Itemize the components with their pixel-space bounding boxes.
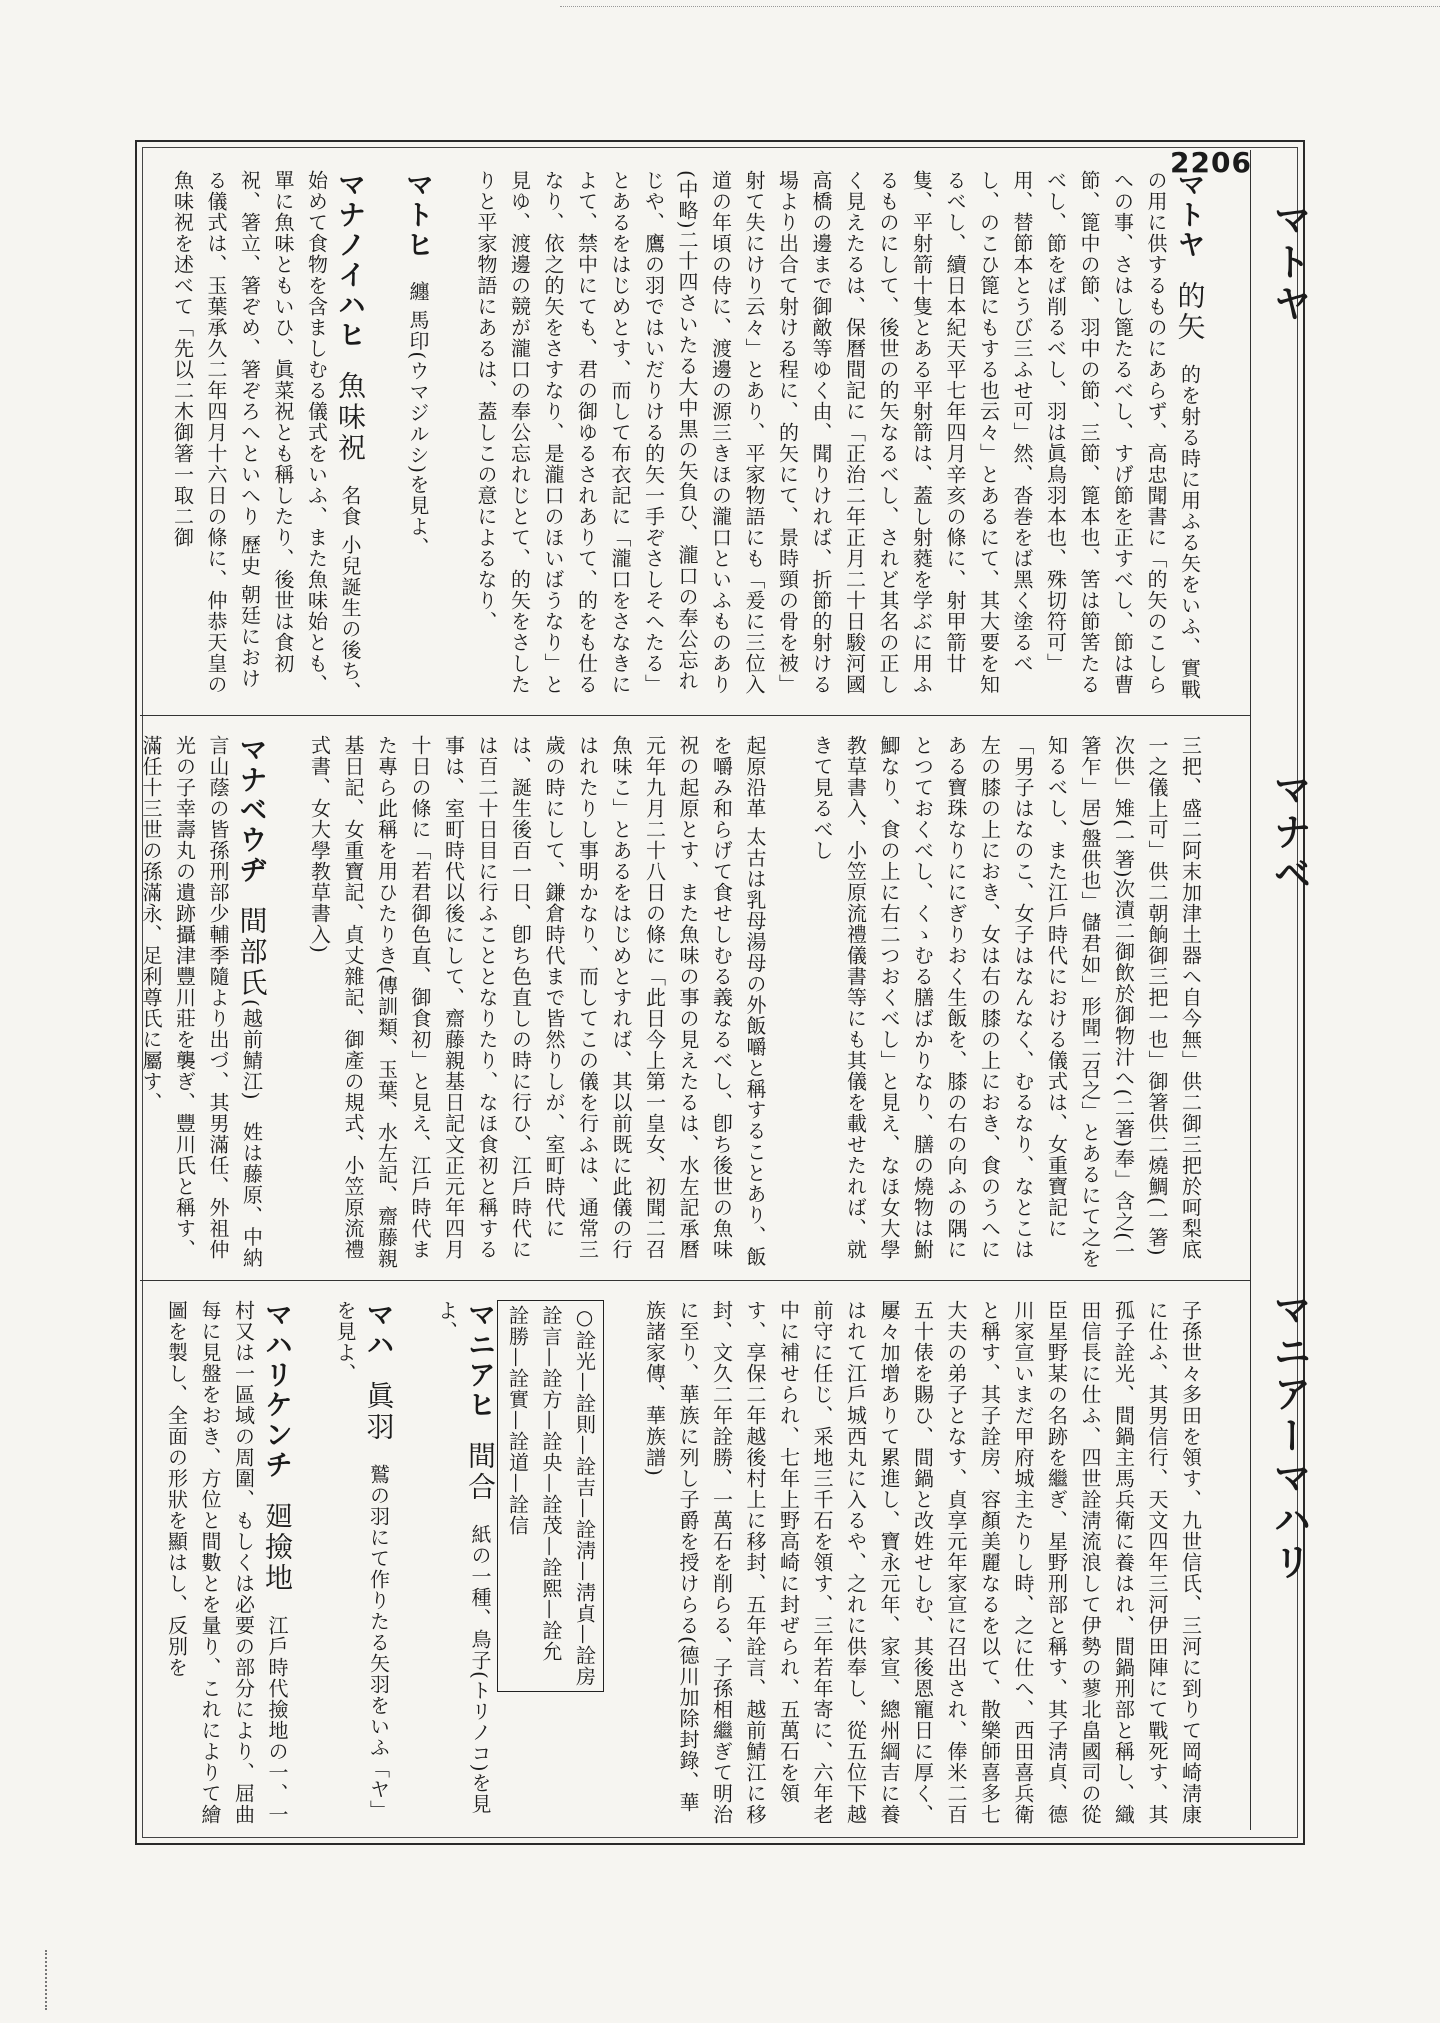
entry-continuation: 三把、盛二阿末加津土器へ自今無」供二御三把於呵梨底一之儀上可」供二朝餉御三把一也」御箸供二燒鯛(一箸)次供」雉(一箸)次漬二御飲於御物汁へ(二箸)奉」含之(一箸乍」居)盤供也」儲君如」形聞二召之」とあるにて之を知るべし、また江戶時代における儀式は、女重寶記に「男子はなのこ、女子はなんなく、むるなり、なとこは左の膝の上におき、女は右の膝の上におき、食のうへにある寶珠なりににぎりおく生飯を、膝の右の向ふの隅にとつておくべし、くゝむる膳ばかりなり、膳の燒物は鮒鯽なり、食の上に右二つおくべし」と見え、なほ女大學教草書入、小笠原流禮儀書等にも其儀を載せたれば、就きて見るべし	[810, 735, 1203, 1269]
entry-subtitle: (越前鯖江)	[239, 999, 264, 1101]
header-word-middle: マナベ	[1267, 770, 1311, 896]
scan-binding-dots	[45, 1950, 55, 2010]
genealogy-row: 詮勝—詮實—詮道—詮信	[505, 1305, 530, 1536]
section-divider-1	[140, 715, 1250, 716]
entry-heading: マナノイハヒ	[334, 170, 367, 350]
entry-reading: 間部氏	[235, 906, 269, 999]
header-word-bottom: マニアーマハリ	[1267, 1290, 1311, 1584]
entry-text: 鷲の羽にて作りたる矢羽をいふ「ヤ」を見よ、	[333, 1300, 391, 1821]
entry-heading: マニアヒ	[464, 1300, 497, 1420]
entry-matohi	[401, 170, 436, 705]
entry-heading: マトヤ	[1173, 170, 1207, 260]
genealogy-row: 詮言—詮方—詮央—詮茂—詮熙—詮允	[539, 1305, 563, 1662]
scan-top-edge	[560, 0, 1440, 7]
entry-history: 起原沿革 太古は乳母湯母の外飯嚼と稱することあり、飯を嚼み和らげて食せしむる義なるべし、卽ち後世の魚味祝の起原とす、また魚味の事の見えたるは、水左記承曆元年九月二十八日の條に「此日今上第一皇女、初聞二召魚味こ」とあるをはじめとすれば、其以前既に此儀の行はれたりし事明かなり、而してこの儀を行ふは、通常三歲の時にして、鎌倉時代まで皆然りしが、室町時代には、誕生後百一日、卽ち色直しの時に行ひ、江戶時代には百二十日目に行ふこととなりたり、なほ食初と稱する事は、室町時代以後にして、齋藤親基日記文正元年四月十日の條に「若君御色直、御食初」と見え、江戶時代また專ら此稱を用ひたりき(傳訓類、玉葉、水左記、齋藤親基日記、女重寶記、貞丈雜記、御產の規式、小笠原流禮式書、女大學教草書入)	[307, 735, 767, 1269]
entry-manabeuji	[134, 735, 269, 1270]
entry-reading: 間合	[464, 1441, 497, 1503]
entry-heading: マトヒ	[402, 170, 435, 260]
entry-reading: 的矢	[1173, 281, 1207, 343]
entry-maharikenchi	[159, 1300, 294, 1830]
middle-section	[139, 735, 1240, 1270]
entry-mananoihahi	[165, 170, 367, 705]
entry-matoya	[469, 170, 1207, 705]
entry-text: 紙の一種、鳥子(トリノコ)を見よ、	[434, 1300, 492, 1815]
page-number: 2206	[1170, 146, 1252, 179]
entry-text: 纏 馬印(ウマジルシ)を見よ、	[406, 281, 430, 558]
header-word-top: マトヤ	[1267, 200, 1311, 326]
entry-text: 的を射る時に用ふる矢をいふ、實戰の用に供するものにあらず、高忠聞書に「的矢のこしらへの事、さはし篦たるべし、すげ節を正すべし、節は曹節、篦中の節、羽中の節、三節、篦本也、筈は節筈たるべし、節をば削るべし、羽は眞鳥羽本也、殊切符可」用、替節本とうび三ふせ可」然、沓巻をば黑く塗るべし、のこひ篦にもする也云々」とあるにて、其大要を知るべし、續日本紀天平七年四月辛亥の條に、射甲箭廿隻、平射箭十隻とある平射箭は、蓋し射蕤を学ぶに用ふるものにして、後世の的矢なるべし、されど其名の正しく見えたるは、保曆間記に「正治二年正月二十日駿河國高橋の邊まで御敵等ゆく由、聞りければ、折節的射ける場より出合て射ける程に、的矢にて、景時頸の骨を被」射て失にけり云々」とあり、平家物語にも「爰に三位入道の年頃の侍に、渡邊の源三きほの瀧口といふものあり(中略)二十四さいたる大中黒の矢負ひ、瀧口の奉公忘れじや、鷹の羽ではいだりける的矢一手ぞさしそへたる」とあるをはじめとす、而して布衣記に「瀧口をさなきによて、禁中にても、君の御ゆるされありて、的をも仕るなり、依之的矢をさすなり、是瀧口のほいばうなり」と見ゆ、渡邊の競が瀧口の奉公忘れじとて、的矢をさしたりと平家物語にあるは、蓋しこの意によるなり、	[474, 170, 1202, 700]
genealogy-box	[497, 1300, 604, 1692]
entry-heading: マナベウヂ	[235, 735, 269, 885]
entry-text: 名食 小兒誕生の後ち、始めて食物を含ましむる儀式をいふ、また魚味始とも、單に魚味ともいひ、眞菜祝とも稱したり、後世は食初祝、箸立、箸ぞめ、箸ぞろへといへり 歷史 朝廷における儀式は、玉葉承久二年四月十六日の條に、仲恭天皇の魚味祝を述べて「先以二木御箸一取二御	[170, 170, 362, 703]
entry-reading: 魚味祝	[334, 371, 367, 464]
header-divider	[1250, 150, 1251, 1830]
top-section	[150, 170, 1240, 705]
entry-reading: 眞羽	[362, 1381, 396, 1443]
entry-continuation: 子孫世々多田を領す、九世信氏、三河に到りて岡崎淸康に仕ふ、其男信行、天文四年三河伊田陣にて戰死す、其孤子詮光、間鍋主馬兵衛に養はれ、間鍋刑部と稱し、織田信長に仕ふ、四世詮淸流浪して伊勢の蓼北畠國司の從臣星野某の名跡を繼ぎ、星野刑部と稱す、其子淸貞、德川家宣いまだ甲府城主たりし時、之に仕へ、西田喜兵衛と稱す、其子詮房、容顏美麗なるを以て、散樂師喜多七大夫の弟子となす、貞享元年家宣に召出され、俸米二百五十俵を賜ひ、間鍋と改姓せしむ、其後恩寵日に厚く、屢々加增ありて累進し、寶永元年、家宣、總州綱吉に養はれて江戶城西丸に入るや、之れに供奉し、從五位下越前守に任じ、采地三千石を領す、三年若年寄に、六年老中に補せられ、七年上野高崎に封ぜられ、五萬石を領す、享保二年越後村上に移封、五年詮言、越前鯖江に移封、文久二年詮勝、一萬石を削らる、子孫相繼ぎて明治に至り、華族に列し子爵を授けらる(德川加除封錄、華族諸家傳、華族譜)	[642, 1300, 1203, 1825]
entry-reading: 廻撿地	[261, 1501, 294, 1594]
entry-heading: マハ	[362, 1300, 396, 1360]
section-divider-2	[140, 1280, 1250, 1281]
bottom-section	[150, 1300, 1240, 1830]
genealogy-row: ○詮光—詮則—詮吉—詮淸—淸貞—詮房	[572, 1305, 597, 1687]
entry-maniahi	[429, 1300, 497, 1830]
entry-heading: マハリケンチ	[261, 1300, 294, 1480]
entry-text: 姓は藤原、中納言山蔭の皆孫刑部少輔季隨より出づ、其男滿任、外祖仲光の子幸壽丸の遺跡攝津豐川莊を襲ぎ、豐川氏と稱す、滿任十三世の孫滿永、足利尊氏に屬す、	[139, 735, 264, 1269]
entry-text: 江戶時代撿地の一、一村又は一區域の周圍、もしくは必要の部分により、屈曲每に見盤をおき、方位と間數とを量り、これによりて繪圖を製し、全面の形狀を顯はし、反別を	[164, 1300, 289, 1825]
entry-maha	[328, 1300, 396, 1830]
